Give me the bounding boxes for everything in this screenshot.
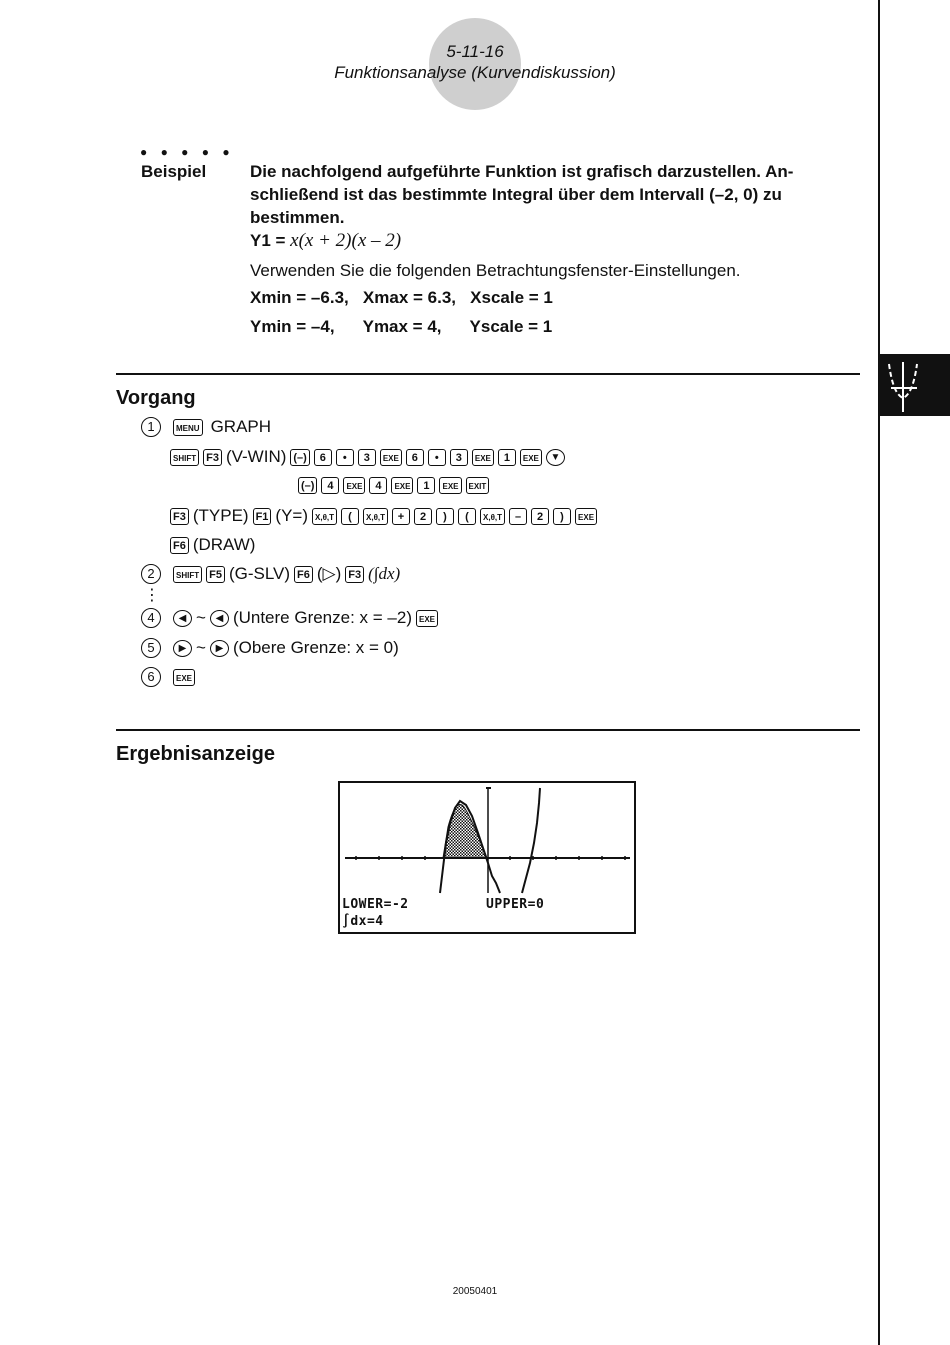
- page-number: 5-11-16: [446, 42, 504, 61]
- cursor-right-key: ▶: [173, 640, 192, 657]
- example-dots: ● ● ● ● ●: [140, 145, 235, 159]
- exit-key: EXIT: [466, 477, 490, 494]
- integral-label: (∫dx): [368, 564, 401, 583]
- one-key: 1: [498, 449, 516, 466]
- example-line-2: schließend ist das bestimmte Integral über dem Intervall (–2, 0) zu: [250, 185, 782, 204]
- draw-label: (DRAW): [192, 535, 256, 554]
- shift-key: SHIFT: [173, 566, 202, 583]
- four-key: 4: [321, 477, 339, 494]
- integral-shaded-area: [443, 805, 487, 859]
- f5-key: F5: [206, 566, 225, 583]
- vwin-key-sequence: [170, 447, 565, 467]
- three-key: 3: [358, 449, 376, 466]
- cursor-down-key: ▼: [546, 449, 565, 466]
- divider-result: [116, 729, 860, 731]
- step-6: [141, 667, 195, 687]
- six-key: 6: [406, 449, 424, 466]
- step-number: 5: [141, 638, 161, 658]
- step-number: 2: [141, 564, 161, 584]
- chapter-tab: [879, 354, 950, 416]
- example-line-1: Die nachfolgend aufgeführte Funktion ist grafisch darzustellen. An-: [250, 162, 794, 181]
- function-curve-right: [522, 788, 540, 893]
- result-title: Ergebnisanzeige: [116, 743, 275, 765]
- exe-key: EXE: [380, 449, 402, 466]
- dot-key: •: [336, 449, 354, 466]
- step-5-text: (Obere Grenze: x = 0): [232, 638, 399, 657]
- lower-bound-readout: LOWER=-2: [342, 897, 409, 912]
- y-label: (Y=): [275, 506, 309, 525]
- minus-key: –: [509, 508, 527, 525]
- menu-key: MENU: [173, 419, 203, 436]
- vwin-label: (V-WIN): [225, 447, 287, 466]
- step-1: [141, 417, 271, 437]
- step-1-text: GRAPH: [210, 417, 272, 436]
- tilde: ~: [196, 638, 206, 657]
- window-note: Verwenden Sie die folgenden Betrachtungsfenster-Einstellungen.: [250, 261, 741, 280]
- step-number: 6: [141, 667, 161, 687]
- cursor-left-key: ◀: [210, 610, 229, 627]
- three-key: 3: [450, 449, 468, 466]
- divider-procedure: [116, 373, 860, 375]
- xtheta-key: X,θ,T: [480, 508, 505, 525]
- six-key: 6: [314, 449, 332, 466]
- exe-key: EXE: [343, 477, 365, 494]
- footer-code: 20050401: [452, 1286, 498, 1297]
- f6-key: F6: [294, 566, 313, 583]
- exe-key: EXE: [520, 449, 542, 466]
- step-number: 4: [141, 608, 161, 628]
- right-paren-key: ): [436, 508, 454, 525]
- type-label: (TYPE): [192, 506, 249, 525]
- left-paren-key: (: [341, 508, 359, 525]
- shift-key: SHIFT: [170, 449, 199, 466]
- cursor-left-key: ◀: [173, 610, 192, 627]
- cursor-right-key: ▶: [210, 640, 229, 657]
- two-key: 2: [531, 508, 549, 525]
- exe-key: EXE: [391, 477, 413, 494]
- window-x-settings: Xmin = –6.3, Xmax = 6.3, Xscale = 1: [250, 288, 553, 307]
- negative-key: (–): [290, 449, 309, 466]
- f1-key: F1: [253, 508, 272, 525]
- step-number: 1: [141, 417, 161, 437]
- gslv-label: (G-SLV): [228, 564, 291, 583]
- f3-key: F3: [345, 566, 364, 583]
- step-4: [141, 608, 438, 628]
- negative-key: (–): [298, 477, 317, 494]
- exe-key: EXE: [173, 669, 195, 686]
- page-edge-rule: [878, 0, 880, 1345]
- calculator-screen: [338, 781, 636, 934]
- one-key: 1: [417, 477, 435, 494]
- exe-key: EXE: [439, 477, 461, 494]
- graph-analysis-icon: [885, 358, 925, 412]
- xtheta-key: X,θ,T: [363, 508, 388, 525]
- right-arrow-label: (▷): [316, 564, 342, 583]
- function-definition: [250, 230, 401, 252]
- example-label: Beispiel: [141, 162, 207, 181]
- function-expression: x(x + 2)(x – 2): [290, 230, 402, 251]
- four-key: 4: [369, 477, 387, 494]
- function-prefix: Y1 =: [250, 231, 291, 250]
- f3-key: F3: [203, 449, 222, 466]
- procedure-title: Vorgang: [116, 387, 196, 409]
- xtheta-key: X,θ,T: [312, 508, 337, 525]
- example-line-3: bestimmen.: [250, 208, 345, 227]
- right-paren-key: ): [553, 508, 571, 525]
- step-5: [141, 638, 399, 658]
- plus-key: +: [392, 508, 410, 525]
- integral-result-readout: ∫dx=4: [342, 914, 384, 929]
- f6-key: F6: [170, 537, 189, 554]
- f3-key: F3: [170, 508, 189, 525]
- upper-bound-readout: UPPER=0: [486, 897, 545, 912]
- tilde: ~: [196, 608, 206, 627]
- dot-key: •: [428, 449, 446, 466]
- window-y-settings: Ymin = –4, Ymax = 4, Yscale = 1: [250, 317, 553, 336]
- exe-key: EXE: [472, 449, 494, 466]
- step-4-text: (Untere Grenze: x = –2): [232, 608, 412, 627]
- step-2: [141, 564, 400, 584]
- ellipsis: ⋮: [144, 587, 160, 604]
- function-entry-sequence: [170, 506, 597, 526]
- y-window-key-sequence: [298, 477, 489, 494]
- draw-sequence: [170, 535, 255, 555]
- exe-key: EXE: [575, 508, 597, 525]
- left-paren-key: (: [458, 508, 476, 525]
- two-key: 2: [414, 508, 432, 525]
- chapter-title: Funktionsanalyse (Kurvendiskussion): [334, 63, 616, 82]
- exe-key: EXE: [416, 610, 438, 627]
